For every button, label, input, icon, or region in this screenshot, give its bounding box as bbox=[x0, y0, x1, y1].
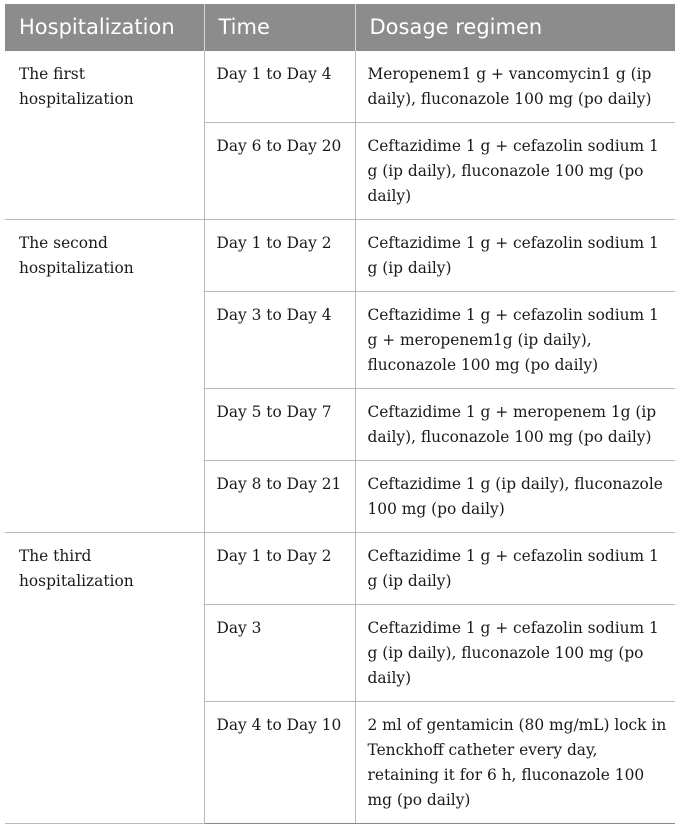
header-hospitalization: Hospitalization bbox=[5, 4, 204, 51]
time-cell: Day 8 to Day 21 bbox=[204, 461, 355, 533]
hospitalization-cell: The third hospitalization bbox=[5, 533, 204, 824]
time-cell: Day 3 bbox=[204, 605, 355, 702]
dosage-cell: Ceftazidime 1 g (ip daily), fluconazole 100 mg (po daily) bbox=[355, 461, 675, 533]
header-dosage-regimen: Dosage regimen bbox=[355, 4, 675, 51]
table-body bbox=[5, 51, 675, 824]
header-row bbox=[5, 4, 675, 51]
hospitalization-cell: The first hospitalization bbox=[5, 51, 204, 220]
dosage-cell: Ceftazidime 1 g + cefazolin sodium 1 g (ip daily) bbox=[355, 220, 675, 292]
time-cell: Day 5 to Day 7 bbox=[204, 389, 355, 461]
dosage-cell: Ceftazidime 1 g + cefazolin sodium 1 g (ip daily), fluconazole 100 mg (po daily) bbox=[355, 123, 675, 220]
time-cell: Day 1 to Day 2 bbox=[204, 220, 355, 292]
time-cell: Day 1 to Day 4 bbox=[204, 51, 355, 123]
dosage-cell: Ceftazidime 1 g + cefazolin sodium 1 g + meropenem1g (ip daily), fluconazole 100 mg (po daily) bbox=[355, 292, 675, 389]
time-cell: Day 3 to Day 4 bbox=[204, 292, 355, 389]
dosage-cell: Ceftazidime 1 g + cefazolin sodium 1 g (ip daily) bbox=[355, 533, 675, 605]
table-header bbox=[5, 4, 675, 51]
hospitalization-cell: The second hospitalization bbox=[5, 220, 204, 533]
table-row bbox=[5, 51, 675, 123]
table-row bbox=[5, 533, 675, 605]
time-cell: Day 1 to Day 2 bbox=[204, 533, 355, 605]
dosage-regimen-table bbox=[5, 4, 675, 824]
table-row bbox=[5, 220, 675, 292]
header-time: Time bbox=[204, 4, 355, 51]
dosage-cell: Meropenem1 g + vancomycin1 g (ip daily), fluconazole 100 mg (po daily) bbox=[355, 51, 675, 123]
dosage-cell: 2 ml of gentamicin (80 mg/mL) lock in Tenckhoff catheter every day, retaining it for 6 h, fluconazole 100 mg (po daily) bbox=[355, 702, 675, 824]
dosage-cell: Ceftazidime 1 g + cefazolin sodium 1 g (ip daily), fluconazole 100 mg (po daily) bbox=[355, 605, 675, 702]
dosage-cell: Ceftazidime 1 g + meropenem 1g (ip daily), fluconazole 100 mg (po daily) bbox=[355, 389, 675, 461]
time-cell: Day 6 to Day 20 bbox=[204, 123, 355, 220]
time-cell: Day 4 to Day 10 bbox=[204, 702, 355, 824]
